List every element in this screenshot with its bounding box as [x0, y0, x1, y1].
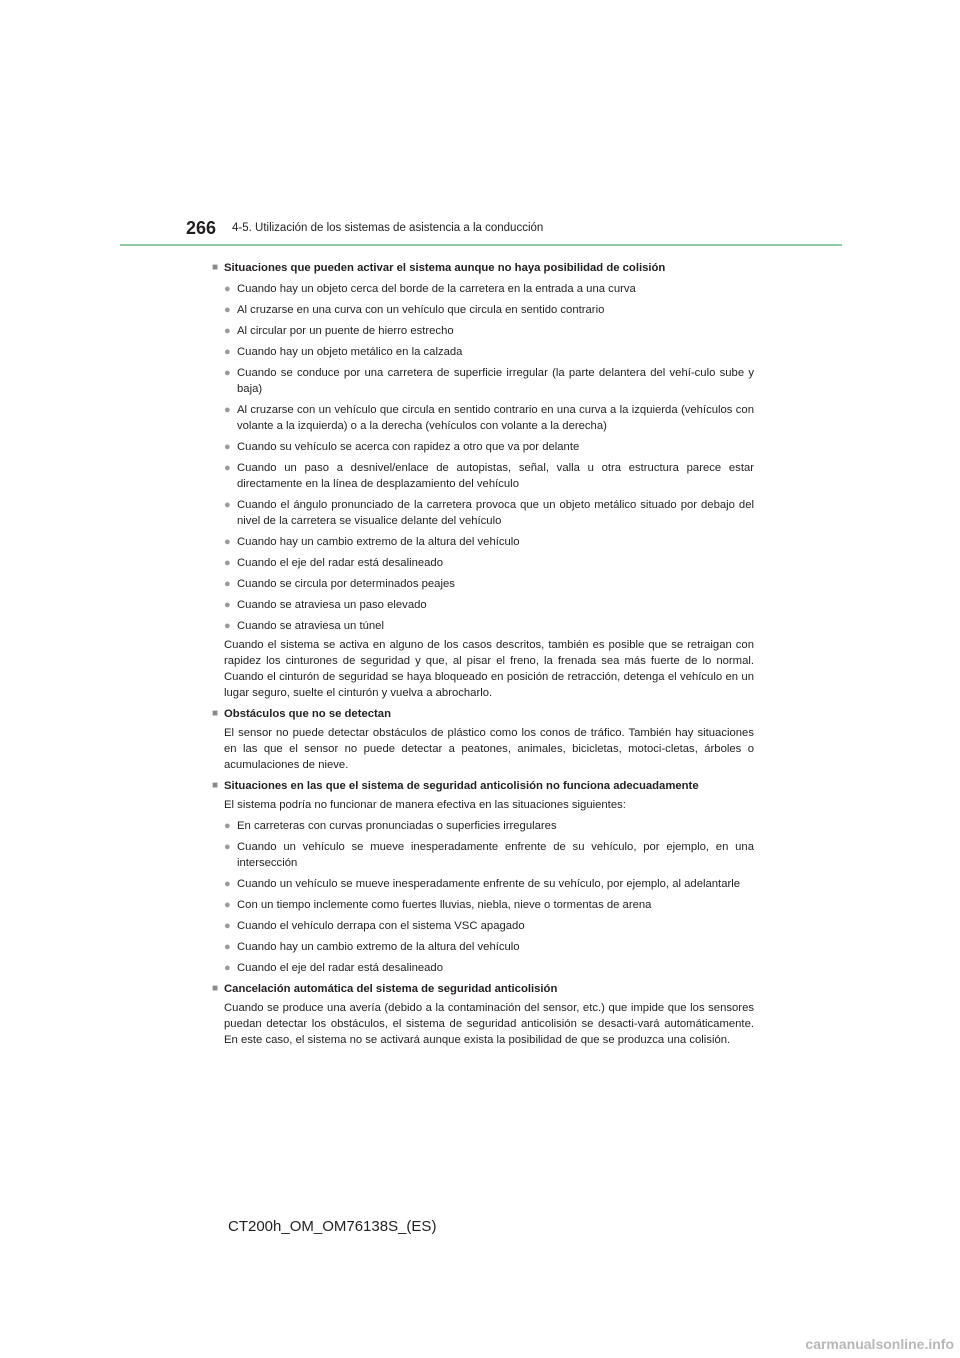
list-item: ● Cuando su vehículo se acerca con rapidez a otro que va por delante [224, 441, 580, 453]
paragraph: El sistema podría no funcionar de manera efectiva en las situaciones siguientes: [224, 799, 626, 811]
circle-bullet-icon: ● [224, 878, 231, 890]
page-content [212, 255, 754, 1048]
circle-bullet-icon: ● [224, 620, 231, 632]
circle-bullet-icon: ● [224, 325, 231, 337]
list-item: ● Con un tiempo inclemente como fuertes lluvias, niebla, nieve o tormentas de arena [224, 899, 652, 911]
section-heading: ■ Situaciones que pueden activar el sistema aunque no haya posibilidad de colisión [212, 262, 666, 274]
circle-bullet-icon: ● [224, 499, 231, 511]
paragraph: Cuando el sistema se activa en alguno de los casos descritos, también es posible que se retraigan con rapidez los cinturones de seguridad y que, al pisar el freno, la frenada sea más fuerte de lo normal. Cuando el cinturón de seguridad se haya bloqueado en posición de retracción, detenga el vehículo en un lugar seguro, suelte el cinturón y vuelva a abrocharlo. [224, 639, 754, 699]
list-item: ● Cuando se circula por determinados peajes [224, 578, 455, 590]
section-title: 4-5. Utilización de los sistemas de asistencia a la conducción [232, 222, 544, 234]
circle-bullet-icon: ● [224, 367, 231, 379]
circle-bullet-icon: ● [224, 557, 231, 569]
circle-bullet-icon: ● [224, 304, 231, 316]
circle-bullet-icon: ● [224, 578, 231, 590]
section-heading: ■ Obstáculos que no se detectan [212, 708, 391, 720]
list-item: ● Cuando un vehículo se mueve inesperadamente enfrente de su vehículo, por ejemplo, en una intersección [224, 841, 754, 869]
circle-bullet-icon: ● [224, 346, 231, 358]
watermark: carmanualsonline.info [805, 1336, 954, 1352]
circle-bullet-icon: ● [224, 536, 231, 548]
section-heading: ■ Cancelación automática del sistema de seguridad anticolisión [212, 983, 558, 995]
circle-bullet-icon: ● [224, 962, 231, 974]
list-item: ● Cuando se atraviesa un túnel [224, 620, 384, 632]
list-item: ● Al cruzarse en una curva con un vehículo que circula en sentido contrario [224, 304, 605, 316]
list-item: ● Cuando un vehículo se mueve inesperadamente enfrente de su vehículo, por ejemplo, al adelantarle [224, 878, 741, 890]
circle-bullet-icon: ● [224, 941, 231, 953]
paragraph: El sensor no puede detectar obstáculos de plástico como los conos de tráfico. También hay situaciones en las que el sensor no puede detectar a peatones, animales, bicicletas, motoci-cletas, árboles o acumulaciones de nieve. [224, 727, 754, 771]
list-item: ● Al cruzarse con un vehículo que circula en sentido contrario en una curva a la izquierda (vehículos con volante a la izquierda) o a la derecha (vehículos con volante a la derecha) [224, 404, 754, 432]
square-bullet-icon: ■ [212, 262, 219, 273]
circle-bullet-icon: ● [224, 599, 231, 611]
paragraph: Cuando se produce una avería (debido a la contaminación del sensor, etc.) que impide que los sensores puedan detectar los obstáculos, el sistema de seguridad anticolisión se desacti-vará automáticamente. En este caso, el sistema no se activará aunque exista la posibilidad de que se produzca una colisión. [224, 1002, 754, 1046]
document-code: CT200h_OM_OM76138S_(ES) [228, 1218, 437, 1235]
circle-bullet-icon: ● [224, 283, 231, 295]
square-bullet-icon: ■ [212, 983, 219, 994]
list-item: ● Cuando hay un cambio extremo de la altura del vehículo [224, 941, 520, 953]
square-bullet-icon: ■ [212, 708, 219, 719]
list-item: ● Cuando hay un objeto cerca del borde de la carretera en la entrada a una curva [224, 283, 636, 295]
list-item: ● Cuando un paso a desnivel/enlace de autopistas, señal, valla u otra estructura parece estar directamente en la línea de desplazamiento del vehículo [224, 462, 754, 490]
list-item: ● Cuando el eje del radar está desalineado [224, 962, 444, 974]
list-item: ● Cuando se atraviesa un paso elevado [224, 599, 427, 611]
section-heading: ■ Situaciones en las que el sistema de seguridad anticolisión no funciona adecuadamente [212, 780, 699, 792]
page-number: 266 [186, 218, 217, 238]
circle-bullet-icon: ● [224, 462, 231, 474]
list-item: ● Cuando el vehículo derrapa con el sistema VSC apagado [224, 920, 525, 932]
circle-bullet-icon: ● [224, 441, 231, 453]
list-item: ● Cuando hay un cambio extremo de la altura del vehículo [224, 536, 520, 548]
list-item: ● Al circular por un puente de hierro estrecho [224, 325, 454, 337]
circle-bullet-icon: ● [224, 841, 231, 853]
list-item: ● En carreteras con curvas pronunciadas o superficies irregulares [224, 820, 557, 832]
header-divider [120, 244, 842, 246]
circle-bullet-icon: ● [224, 899, 231, 911]
list-item: ● Cuando se conduce por una carretera de superficie irregular (la parte delantera del vehí-culo sube y baja) [224, 367, 754, 395]
circle-bullet-icon: ● [224, 404, 231, 416]
square-bullet-icon: ■ [212, 780, 219, 791]
list-item: ● Cuando hay un objeto metálico en la calzada [224, 346, 463, 358]
circle-bullet-icon: ● [224, 820, 231, 832]
list-item: ● Cuando el eje del radar está desalineado [224, 557, 444, 569]
circle-bullet-icon: ● [224, 920, 231, 932]
list-item: ● Cuando el ángulo pronunciado de la carretera provoca que un objeto metálico situado por debajo del nivel de la carretera se visualice delante del vehículo [224, 499, 754, 527]
